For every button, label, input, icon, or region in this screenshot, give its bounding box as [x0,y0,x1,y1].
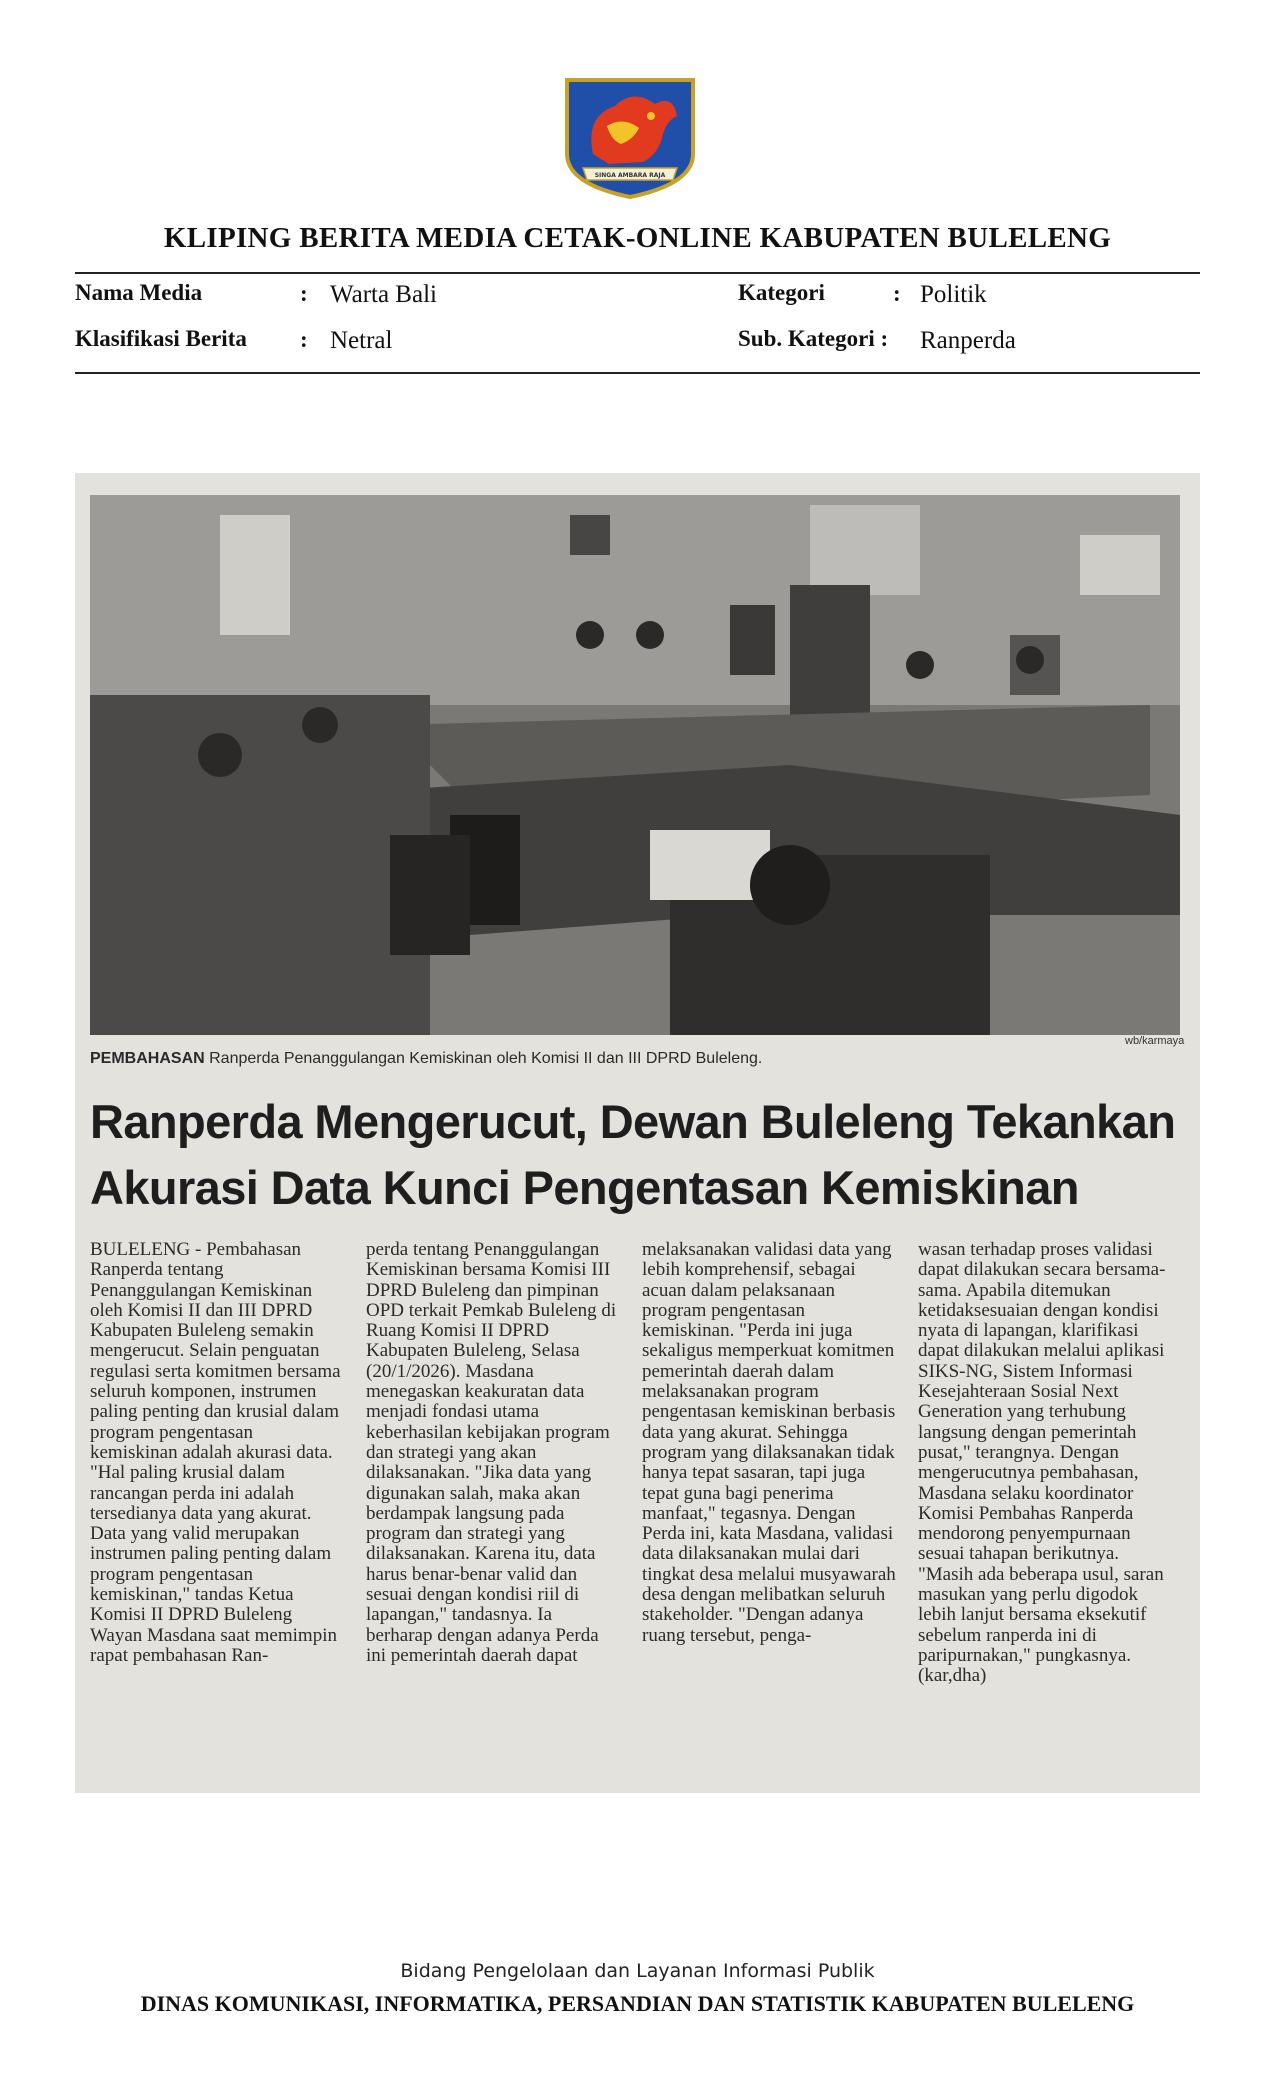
photo-credit: wb/karmaya [1125,1035,1185,1047]
headline-line-2: Akurasi Data Kunci Pengentasan Kemiskinan [90,1161,1079,1214]
article-column-1 [90,1240,345,1666]
page-title: KLIPING BERITA MEDIA CETAK-ONLINE KABUPATEN BULELENG [163,222,1112,254]
footer-unit: Bidang Pengelolaan dan Layanan Informasi Publik [400,1960,875,1982]
colon: : [300,327,308,352]
caption-text: Ranperda Penanggulangan Kemiskinan oleh Komisi II dan III DPRD Buleleng. [204,1050,763,1067]
nama-media-label: Nama Media [75,280,203,305]
nama-media-value: Warta Bali [330,281,437,308]
header-divider [75,272,1200,274]
klasifikasi-label: Klasifikasi Berita [75,326,247,351]
buleleng-logo [563,76,697,200]
article-column-3-text: melaksanakan validasi data yang lebih komprehensif, sebagai acuan dalam pelaksanaan program pengentasan kemiskinan. "Perda ini juga sekaligus memperkuat komitmen pemerintah daerah dalam melaksanakan program pengentasan kemiskinan berbasis data yang akurat. Sehingga program yang dilaksanakan tidak hanya tepat sasaran, tapi juga tepat guna bagi penerima manfaat," tegasnya. Dengan Perda ini, kata Masdana, validasi data dilaksanakan mulai dari tingkat desa melalui musyawarah desa dengan melibatkan seluruh stakeholder. "Dengan adanya ruang tersebut, penga- [642,1239,896,1646]
klasifikasi-value: Netral [330,327,393,354]
article-column-4 [918,1240,1173,1687]
article-column-1-text: BULELENG - Pembahasan Ranperda tentang Penanggulangan Kemiskinan oleh Komisi II dan III DPRD Kabupaten Buleleng semakin mengerucut. Selain penguatan regulasi serta komitmen bersama seluruh komponen, instrumen paling penting dan krusial dalam program pengentasan kemiskinan adalah akurasi data. "Hal paling krusial dalam rancangan perda ini adalah tersedianya data yang akurat. Data yang valid merupakan instrumen paling penting dalam program pengentasan kemiskinan," tandas Ketua Komisi II DPRD Buleleng Wayan Masdana saat memimpin rapat pembahasan Ran- [90,1239,341,1666]
article-column-3 [642,1240,897,1646]
logo-motto: SINGA AMBARA RAJA [594,172,666,179]
meta-divider [75,372,1200,374]
caption-lead: PEMBAHASAN [90,1050,205,1067]
kategori-value: Politik [920,281,987,308]
sub-kategori-label: Sub. Kategori : [738,326,889,351]
headline-line-1: Ranperda Mengerucut, Dewan Buleleng Tekankan [90,1095,1176,1148]
colon: : [300,281,308,306]
article-column-4-text: wasan terhadap proses validasi dapat dilakukan secara bersama-sama. Apabila ditemukan ketidaksesuaian dengan kondisi nyata di lapangan, klarifikasi dapat dilakukan melalui aplikasi SIKS-NG, Sistem Informasi Kesejahteraan Sosial Next Generation yang terhubung langsung dengan pemerintah pusat," terangnya. Dengan mengerucutnya pembahasan, Masdana selaku koordinator Komisi Pembahas Ranperda mendorong penyempurnaan sesuai tahapan berikutnya. "Masih ada beberapa usul, saran masukan yang perlu digodok lebih lanjut bersama eksekutif sebelum ranperda ini di paripurnakan," pungkasnya. (kar,dha) [918,1239,1166,1687]
footer-agency: DINAS KOMUNIKASI, INFORMATIKA, PERSANDIAN DAN STATISTIK KABUPATEN BULELENG [140,1991,1135,2016]
photo-caption [90,1050,762,1068]
article-column-2-text: perda tentang Penanggulangan Kemiskinan bersama Komisi III DPRD Buleleng dan pimpinan OPD terkait Pemkab Buleleng di Ruang Komisi II DPRD Kabupaten Buleleng, Selasa (20/1/2026). Masdana menegaskan keakuratan data menjadi fondasi utama keberhasilan kebijakan program dan strategi yang akan dilaksanakan. "Jika data yang digunakan salah, maka akan berdampak langsung pada program dan strategi yang dilaksanakan. Karena itu, data harus benar-benar valid dan sesuai dengan kondisi riil di lapangan," tandasnya. Ia berharap dengan adanya Perda ini pemerintah daerah dapat [366,1239,617,1666]
sub-kategori-value: Ranperda [920,327,1016,354]
kategori-label: Kategori [738,280,825,305]
article-column-2 [366,1240,621,1666]
colon: : [893,281,901,306]
meeting-photo [90,495,1180,1035]
